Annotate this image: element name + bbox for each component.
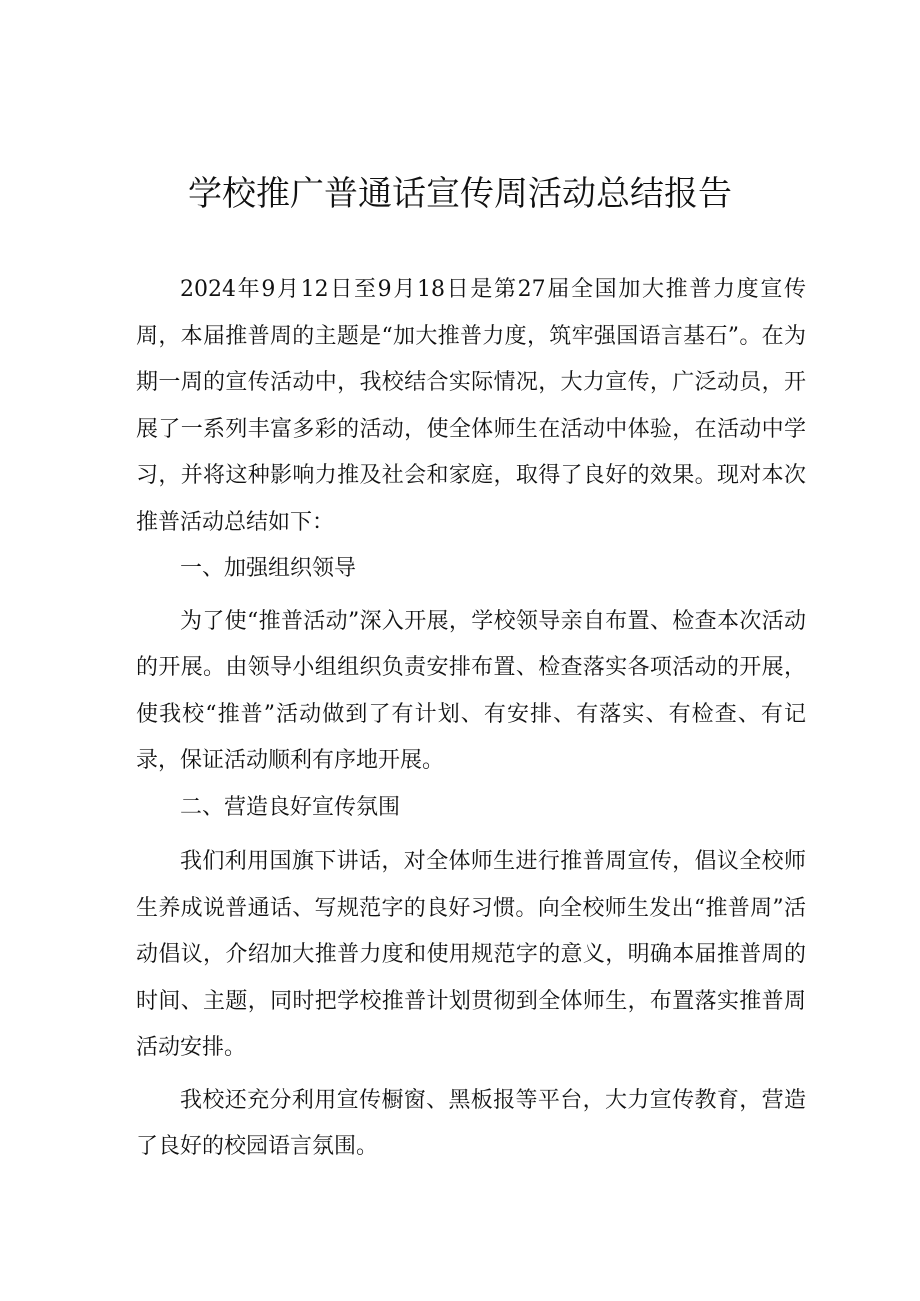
organization-paragraph: 为了使“推普活动”深入开展，学校领导亲自布置、检查本次活动的开展。由领导小组组织负责安排布置、检查落实各项活动的开展，使我校“推普”活动做到了有计划、有安排、有落实、有检查、有记录，保证活动顺利有序地开展。 <box>136 608 806 773</box>
atmosphere-paragraph-1: 我们利用国旗下讲话，对全体师生进行推普周宣传，倡议全校师生养成说普通话、写规范字的良好习惯。向全校师生发出“推普周”活动倡议，介绍加大推普力度和使用规范字的意义，明确本届推普周的时间、主题，同时把学校推普计划贯彻到全体师生，布置落实推普周活动安排。 <box>136 849 806 1060</box>
document-title: 学校推广普通话宣传周活动总结报告 <box>188 174 732 214</box>
atmosphere-paragraph-2: 我校还充分利用宣传橱窗、黑板报等平台，大力宣传教育，营造了良好的校园语言氛围。 <box>136 1087 806 1159</box>
section-heading-atmosphere: 二、营造良好宣传氛围 <box>180 794 401 820</box>
intro-paragraph: 2024年9月12日至9月18日是第27届全国加大推普力度宣传周，本届推普周的主题是“加大推普力度，筑牢强国语言基石”。在为期一周的宣传活动中，我校结合实际情况，大力宣传，广泛动员，开展了一系列丰富多彩的活动，使全体师生在活动中体验，在活动中学习，并将这种影响力推及社会和家庭，取得了良好的效果。现对本次推普活动总结如下： <box>136 277 806 535</box>
spacer <box>136 831 806 839</box>
section-heading-organization: 一、加强组织领导 <box>180 556 357 581</box>
document-body <box>136 267 806 1171</box>
